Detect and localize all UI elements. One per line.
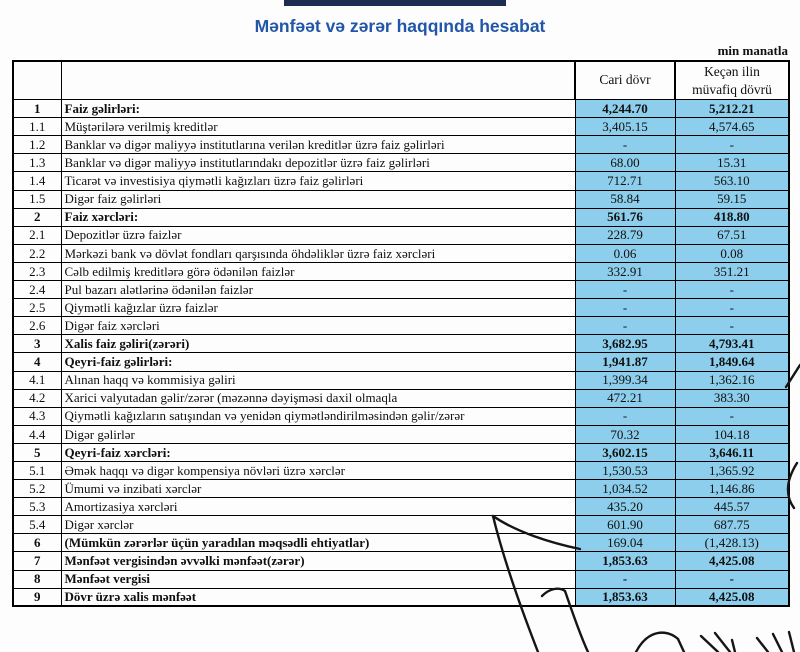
row-number: 3 [13,335,61,353]
value-current: 4,244.70 [575,100,675,118]
row-label: Dövr üzrə xalis mənfəət [61,588,575,606]
value-previous: 383.30 [675,389,789,407]
table-row [13,588,789,606]
value-previous: 15.31 [675,154,789,172]
row-number: 5.4 [13,516,61,534]
table-header-row [13,61,789,100]
row-number: 8 [13,570,61,588]
value-previous: - [675,299,789,317]
value-current: - [575,299,675,317]
value-previous: - [675,317,789,335]
row-label: Digər faiz gəlirləri [61,190,575,208]
row-label: Cəlb edilmiş kreditlərə görə ödənilən faizlər [61,262,575,280]
row-number: 5.3 [13,498,61,516]
value-current: 0.06 [575,244,675,262]
value-current: - [575,570,675,588]
value-current: 1,530.53 [575,461,675,479]
value-previous: 4,425.08 [675,552,789,570]
value-current: 70.32 [575,425,675,443]
value-current: 712.71 [575,172,675,190]
row-number: 2 [13,208,61,226]
row-number: 2.2 [13,244,61,262]
value-current: - [575,281,675,299]
value-current: 58.84 [575,190,675,208]
value-previous: 563.10 [675,172,789,190]
value-current: 1,034.52 [575,480,675,498]
value-previous: 4,425.08 [675,588,789,606]
table-row [13,208,789,226]
row-label: Ticarət və investisiya qiymətli kağızları üzrə faiz gəlirləri [61,172,575,190]
table-row [13,389,789,407]
table-row [13,335,789,353]
value-current: 3,682.95 [575,335,675,353]
value-current: 68.00 [575,154,675,172]
row-label: Əmək haqqı və digər kompensiya növləri üzrə xərclər [61,461,575,479]
table-row [13,353,789,371]
row-label: Pul bazarı alətlərinə ödənilən faizlər [61,281,575,299]
row-number: 1.2 [13,136,61,154]
table-row [13,570,789,588]
row-number: 1.5 [13,190,61,208]
value-previous: 687.75 [675,516,789,534]
value-previous: - [675,570,789,588]
row-number: 2.3 [13,262,61,280]
value-previous: 4,574.65 [675,118,789,136]
row-label: Amortizasiya xərcləri [61,498,575,516]
value-current: 332.91 [575,262,675,280]
profit-loss-table [12,60,790,607]
table-row [13,516,789,534]
header-current-period: Cari dövr [575,61,675,100]
value-previous: 59.15 [675,190,789,208]
value-previous: 104.18 [675,425,789,443]
value-current: - [575,317,675,335]
table-row [13,425,789,443]
row-number: 4.3 [13,407,61,425]
top-bar-fragment [284,0,506,6]
value-previous: - [675,281,789,299]
value-current: 1,399.34 [575,371,675,389]
row-label: Alınan haqq və kommisiya gəliri [61,371,575,389]
value-current: 561.76 [575,208,675,226]
table-row [13,461,789,479]
row-number: 4.2 [13,389,61,407]
value-current: 601.90 [575,516,675,534]
value-current: 472.21 [575,389,675,407]
row-label: Digər xərclər [61,516,575,534]
row-number: 4.4 [13,425,61,443]
value-previous: 4,793.41 [675,335,789,353]
table-row [13,498,789,516]
value-previous: 5,212.21 [675,100,789,118]
value-current: - [575,407,675,425]
row-label: Qiymətli kağızlar üzrə faizlər [61,299,575,317]
row-label: Mənfəət vergisi [61,570,575,588]
value-current: - [575,136,675,154]
value-previous: 351.21 [675,262,789,280]
row-label: Faiz xərcləri: [61,208,575,226]
value-previous: 1,146.86 [675,480,789,498]
table-row [13,136,789,154]
row-number: 7 [13,552,61,570]
row-label: Mənfəət vergisindən əvvəlki mənfəət(zərər) [61,552,575,570]
table-row [13,480,789,498]
row-label: Qeyri-faiz gəlirləri: [61,353,575,371]
row-number: 2.6 [13,317,61,335]
table-row [13,317,789,335]
table-row [13,100,789,118]
value-current: 1,853.63 [575,552,675,570]
table-row [13,190,789,208]
report-table-body [13,100,789,607]
row-number: 1 [13,100,61,118]
row-number: 2.4 [13,281,61,299]
row-label: Qiymətli kağızların satışından və yenidən qiymətləndirilməsindən gəlir/zərər [61,407,575,425]
value-current: 228.79 [575,226,675,244]
table-row [13,154,789,172]
table-row [13,226,789,244]
table-row [13,172,789,190]
table-row [13,371,789,389]
table-row [13,534,789,552]
row-label: Depozitlər üzrə faizlər [61,226,575,244]
row-label: Banklar və digər maliyyə institutlarına verilən kreditlər üzrə faiz gəlirləri [61,136,575,154]
header-number-cell [13,61,61,100]
page-title: Mənfəət və zərər haqqında hesabat [254,16,546,36]
value-previous: 445.57 [675,498,789,516]
value-previous: - [675,407,789,425]
row-number: 6 [13,534,61,552]
value-previous: 1,365.92 [675,461,789,479]
table-row [13,281,789,299]
row-label: Xarici valyutadan gəlir/zərər (məzənnə dəyişməsi daxil olmaqla [61,389,575,407]
row-number: 5 [13,443,61,461]
value-current: 1,941.87 [575,353,675,371]
table-row [13,262,789,280]
row-number: 5.1 [13,461,61,479]
value-previous: (1,428.13) [675,534,789,552]
value-current: 435.20 [575,498,675,516]
row-number: 2.1 [13,226,61,244]
unit-note: min manatla [717,43,788,58]
header-previous-period: Keçən ilin müvafiq dövrü [675,61,789,100]
value-previous: 67.51 [675,226,789,244]
row-label: Digər gəlirlər [61,425,575,443]
value-previous: 418.80 [675,208,789,226]
table-row [13,244,789,262]
row-label: Mərkəzi bank və dövlət fondları qarşısında öhdəliklər üzrə faiz xərcləri [61,244,575,262]
header-label-cell [61,61,575,100]
row-label: Qeyri-faiz xərcləri: [61,443,575,461]
value-previous: 3,646.11 [675,443,789,461]
row-label: Banklar və digər maliyyə institutlarındakı depozitlər üzrə faiz gəlirləri [61,154,575,172]
table-row [13,443,789,461]
value-current: 3,602.15 [575,443,675,461]
value-current: 169.04 [575,534,675,552]
row-number: 5.2 [13,480,61,498]
value-current: 3,405.15 [575,118,675,136]
row-number: 1.4 [13,172,61,190]
row-label: Müştərilərə verilmiş kreditlər [61,118,575,136]
table-row [13,552,789,570]
row-label: (Mümkün zərərlər üçün yaradılan məqsədli ehtiyatlar) [61,534,575,552]
row-label: Digər faiz xərcləri [61,317,575,335]
value-previous: - [675,136,789,154]
row-number: 1.1 [13,118,61,136]
value-previous: 0.08 [675,244,789,262]
row-label: Ümumi və inzibati xərclər [61,480,575,498]
value-previous: 1,362.16 [675,371,789,389]
row-number: 2.5 [13,299,61,317]
row-number: 9 [13,588,61,606]
value-previous: 1,849.64 [675,353,789,371]
value-current: 1,853.63 [575,588,675,606]
row-label: Faiz gəlirləri: [61,100,575,118]
table-row [13,407,789,425]
table-row [13,299,789,317]
row-number: 1.3 [13,154,61,172]
table-row [13,118,789,136]
row-number: 4 [13,353,61,371]
row-label: Xalis faiz gəliri(zərəri) [61,335,575,353]
row-number: 4.1 [13,371,61,389]
